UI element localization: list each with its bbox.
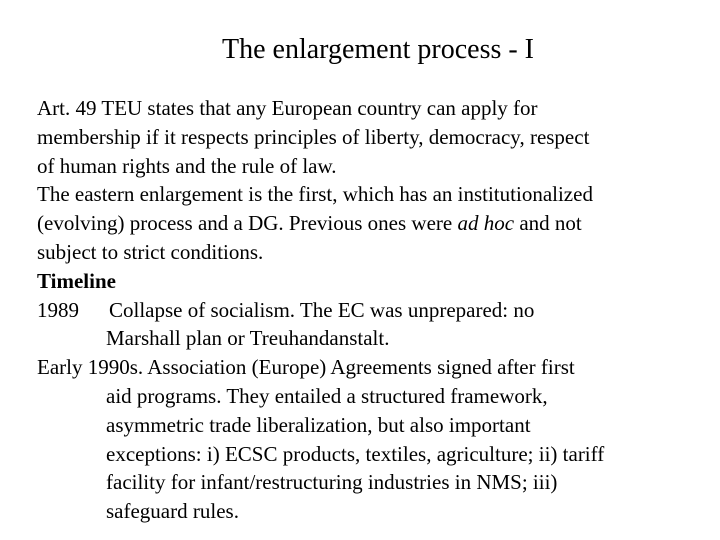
timeline-continuation: Marshall plan or Treuhandanstalt. [106, 326, 390, 351]
body-line: membership if it respects principles of liberty, democracy, respect [37, 124, 590, 149]
timeline-year: 1989 [37, 297, 79, 322]
timeline-heading: Timeline [37, 268, 116, 293]
body-text: (evolving) process and a DG. Previous ones were [37, 211, 458, 236]
body-line: The eastern enlargement is the first, which has an institutionalized [37, 182, 593, 207]
slide-body [37, 94, 707, 526]
body-text: and not [514, 211, 582, 236]
timeline-continuation: aid programs. They entailed a structured framework, [106, 383, 548, 408]
italic-term: ad hoc [457, 211, 515, 236]
timeline-continuation: asymmetric trade liberalization, but also important [106, 412, 531, 437]
timeline-entry: Early 1990s. Association (Europe) Agreements signed after first [37, 355, 575, 380]
slide-title: The enlargement process - I [221, 34, 535, 65]
timeline-continuation: safeguard rules. [106, 499, 239, 524]
body-line: of human rights and the rule of law. [37, 153, 337, 178]
body-line [37, 209, 707, 238]
timeline-entry [37, 296, 707, 325]
timeline-continuation: facility for infant/restructuring industries in NMS; iii) [106, 470, 558, 495]
timeline-text: Collapse of socialism. The EC was unprepared: no [109, 297, 535, 322]
body-line: Art. 49 TEU states that any European country can apply for [37, 96, 538, 120]
timeline-continuation: exceptions: i) ECSC products, textiles, agriculture; ii) tariff [106, 441, 605, 466]
body-line: subject to strict conditions. [37, 239, 264, 264]
